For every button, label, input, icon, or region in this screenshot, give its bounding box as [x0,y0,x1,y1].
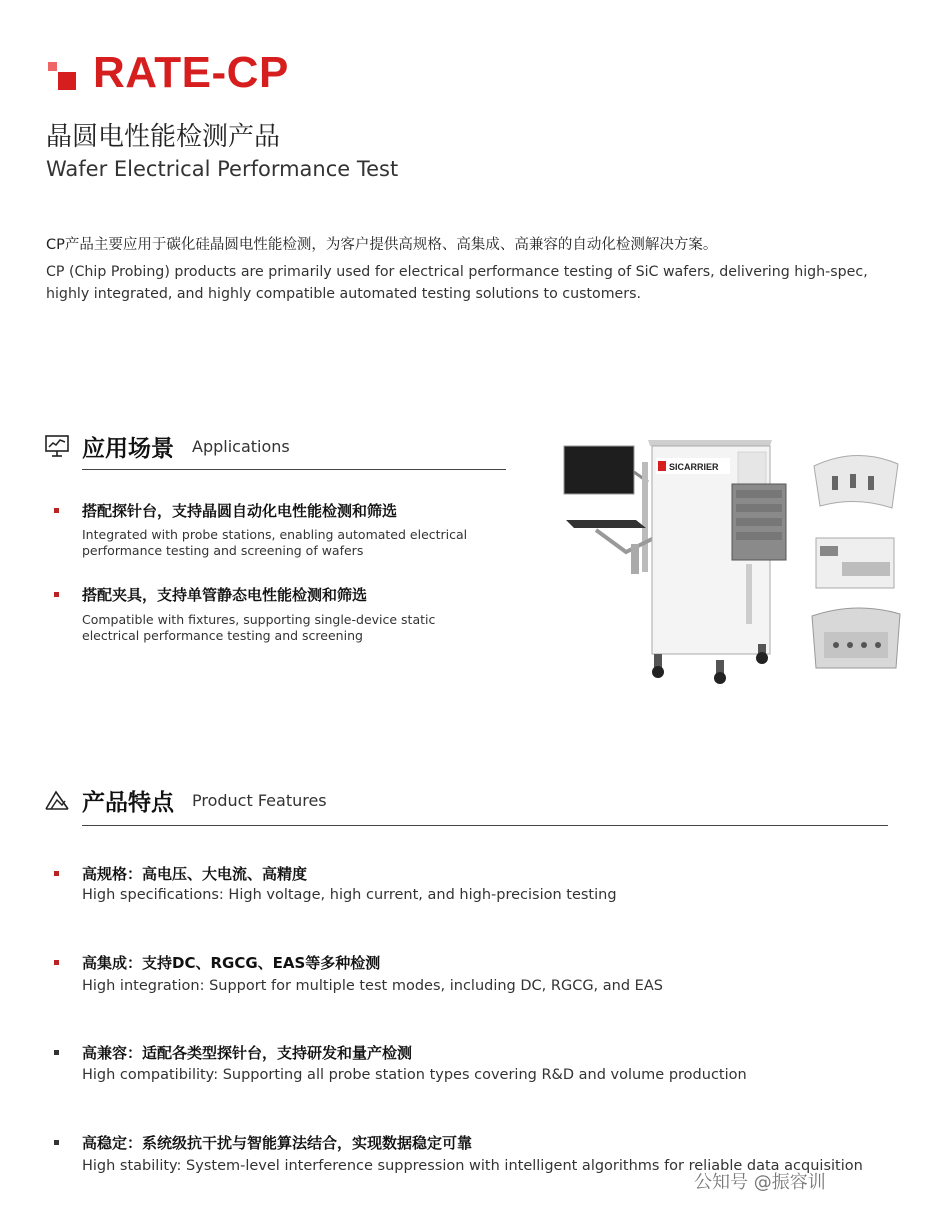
feature-item-1-en: High specifications: High voltage, high current, and high-precision testing [82,887,617,903]
feature-item-4-en: High stability: System-level interference suppression with intelligent algorithms for reliable data acquisition [82,1158,863,1174]
feature-item-3-cn: 高兼容：适配各类型探针台，支持研发和量产检测 [82,1044,413,1062]
bullet-marker [54,592,59,597]
features-divider [82,825,888,826]
application-item-1-cn: 搭配探针台，支持晶圆自动化电性能检测和筛选 [82,502,398,520]
monitor-chart-icon [44,433,70,459]
feature-item-1-cn: 高规格：高电压、大电流、高精度 [82,865,308,883]
brand-logo-mark [48,62,76,90]
page-title-en: Wafer Electrical Performance Test [46,157,399,181]
watermark: 公知号 @振容训 [694,1172,826,1193]
feature-item-3-en: High compatibility: Supporting all probe station types covering R&D and volume production [82,1067,747,1083]
intro-text-cn: CP产品主要应用于碳化硅晶圆电性能检测，为客户提供高规格、高集成、高兼容的自动化检测解决方案。 [46,237,718,253]
application-item-1-en: Integrated with probe stations, enabling automated electrical performance testing and screening of wafers [82,527,468,558]
bullet-marker [54,960,59,965]
bullet-marker [54,1050,59,1055]
test-modules-illustration [806,446,906,676]
product-name: RATE-CP [93,48,289,97]
feature-item-4-cn: 高稳定：系统级抗干扰与智能算法结合，实现数据稳定可靠 [82,1134,473,1152]
bullet-marker [54,508,59,513]
equipment-brand-label: SICARRIER [669,462,719,472]
test-equipment-illustration [556,432,796,692]
feature-item-2-cn: 高集成：支持DC、RGCG、EAS等多种检测 [82,954,381,972]
page-title-cn: 晶圆电性能检测产品 [46,122,281,152]
applications-title-cn: 应用场景 [82,436,174,462]
features-title-en: Product Features [192,791,327,810]
intro-text-en: CP (Chip Probing) products are primarily used for electrical performance testing of SiC wafers, delivering high-spec, highly integrated, and highly compatible automated testing solutions to customers. [46,264,868,302]
features-title-cn: 产品特点 [82,790,174,816]
bullet-marker [54,871,59,876]
applications-title-en: Applications [192,437,290,456]
application-item-2-cn: 搭配夹具，支持单管静态电性能检测和筛选 [82,586,368,604]
bullet-marker [54,1140,59,1145]
feature-item-2-en: High integration: Support for multiple test modes, including DC, RGCG, and EAS [82,978,663,994]
applications-divider [82,469,506,470]
application-item-2-en: Compatible with fixtures, supporting single-device static electrical performance testing and screening [82,612,436,643]
mountain-triangle-icon [44,787,70,813]
